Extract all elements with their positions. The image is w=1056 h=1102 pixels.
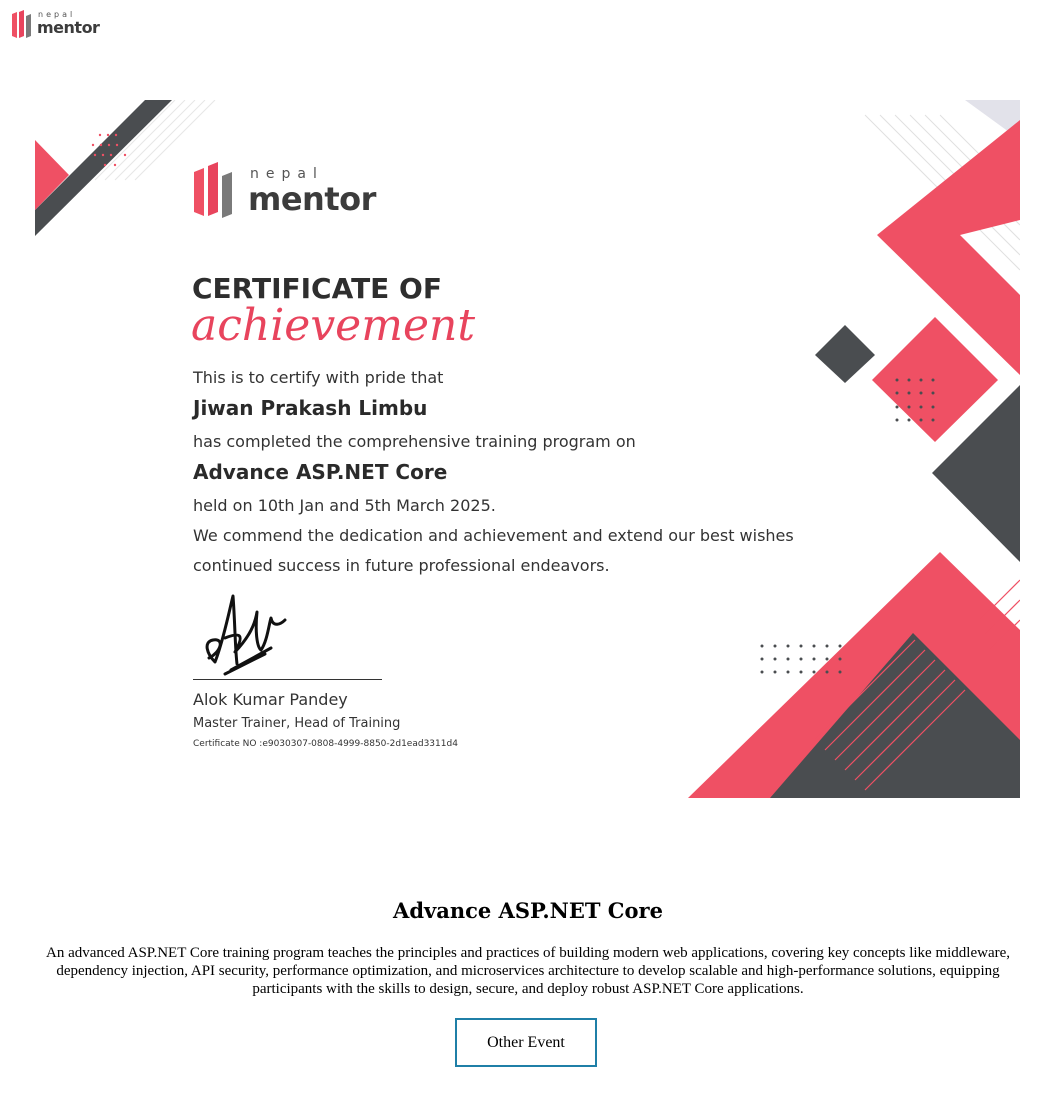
other-event-button[interactable]: Other Event	[455, 1018, 597, 1067]
signature-image	[195, 592, 325, 677]
certificate-title: CERTIFICATE OF	[192, 272, 442, 305]
cert-logo-main-text: mentor	[248, 180, 376, 218]
header-logo[interactable]	[10, 8, 120, 40]
certificate-subtitle: achievement	[191, 300, 476, 351]
signature-line	[193, 679, 382, 680]
recipient-name: Jiwan Prakash Limbu	[193, 396, 428, 420]
signer-name: Alok Kumar Pandey	[193, 690, 348, 709]
certificate-logo	[192, 162, 402, 224]
held-on-line: held on 10th Jan and 5th March 2025.	[193, 496, 496, 515]
event-title: Advance ASP.NET Core	[393, 898, 663, 923]
signer-role: Master Trainer, Head of Training	[193, 716, 401, 731]
event-description: An advanced ASP.NET Core training program teaches the principles and practices of building modern web applications, covering key concepts like middleware, dependency injection, API security, performance optimization, and microservices architecture to develop scalable and high-performance solutions, equipping participants with the skills to design, secure, and deploy robust ASP.NET Core applications.	[45, 945, 1011, 997]
certificate-number: Certificate NO :e9030307-0808-4999-8850-2d1ead3311d4	[193, 739, 458, 749]
commend-line-1: We commend the dedication and achievement and extend our best wishes	[193, 526, 794, 545]
certify-intro: This is to certify with pride that	[193, 368, 444, 387]
cert-logo-top-text: nepal	[250, 166, 324, 182]
completed-line: has completed the comprehensive training program on	[193, 432, 636, 451]
logo-top-text: nepal	[38, 10, 76, 19]
certificate	[35, 100, 1020, 798]
program-name: Advance ASP.NET Core	[193, 460, 448, 484]
logo-main-text: mentor	[37, 18, 100, 37]
logo-mark-icon	[192, 162, 242, 222]
commend-line-2: continued success in future professional endeavors.	[193, 556, 610, 575]
logo-mark-icon	[10, 10, 36, 40]
